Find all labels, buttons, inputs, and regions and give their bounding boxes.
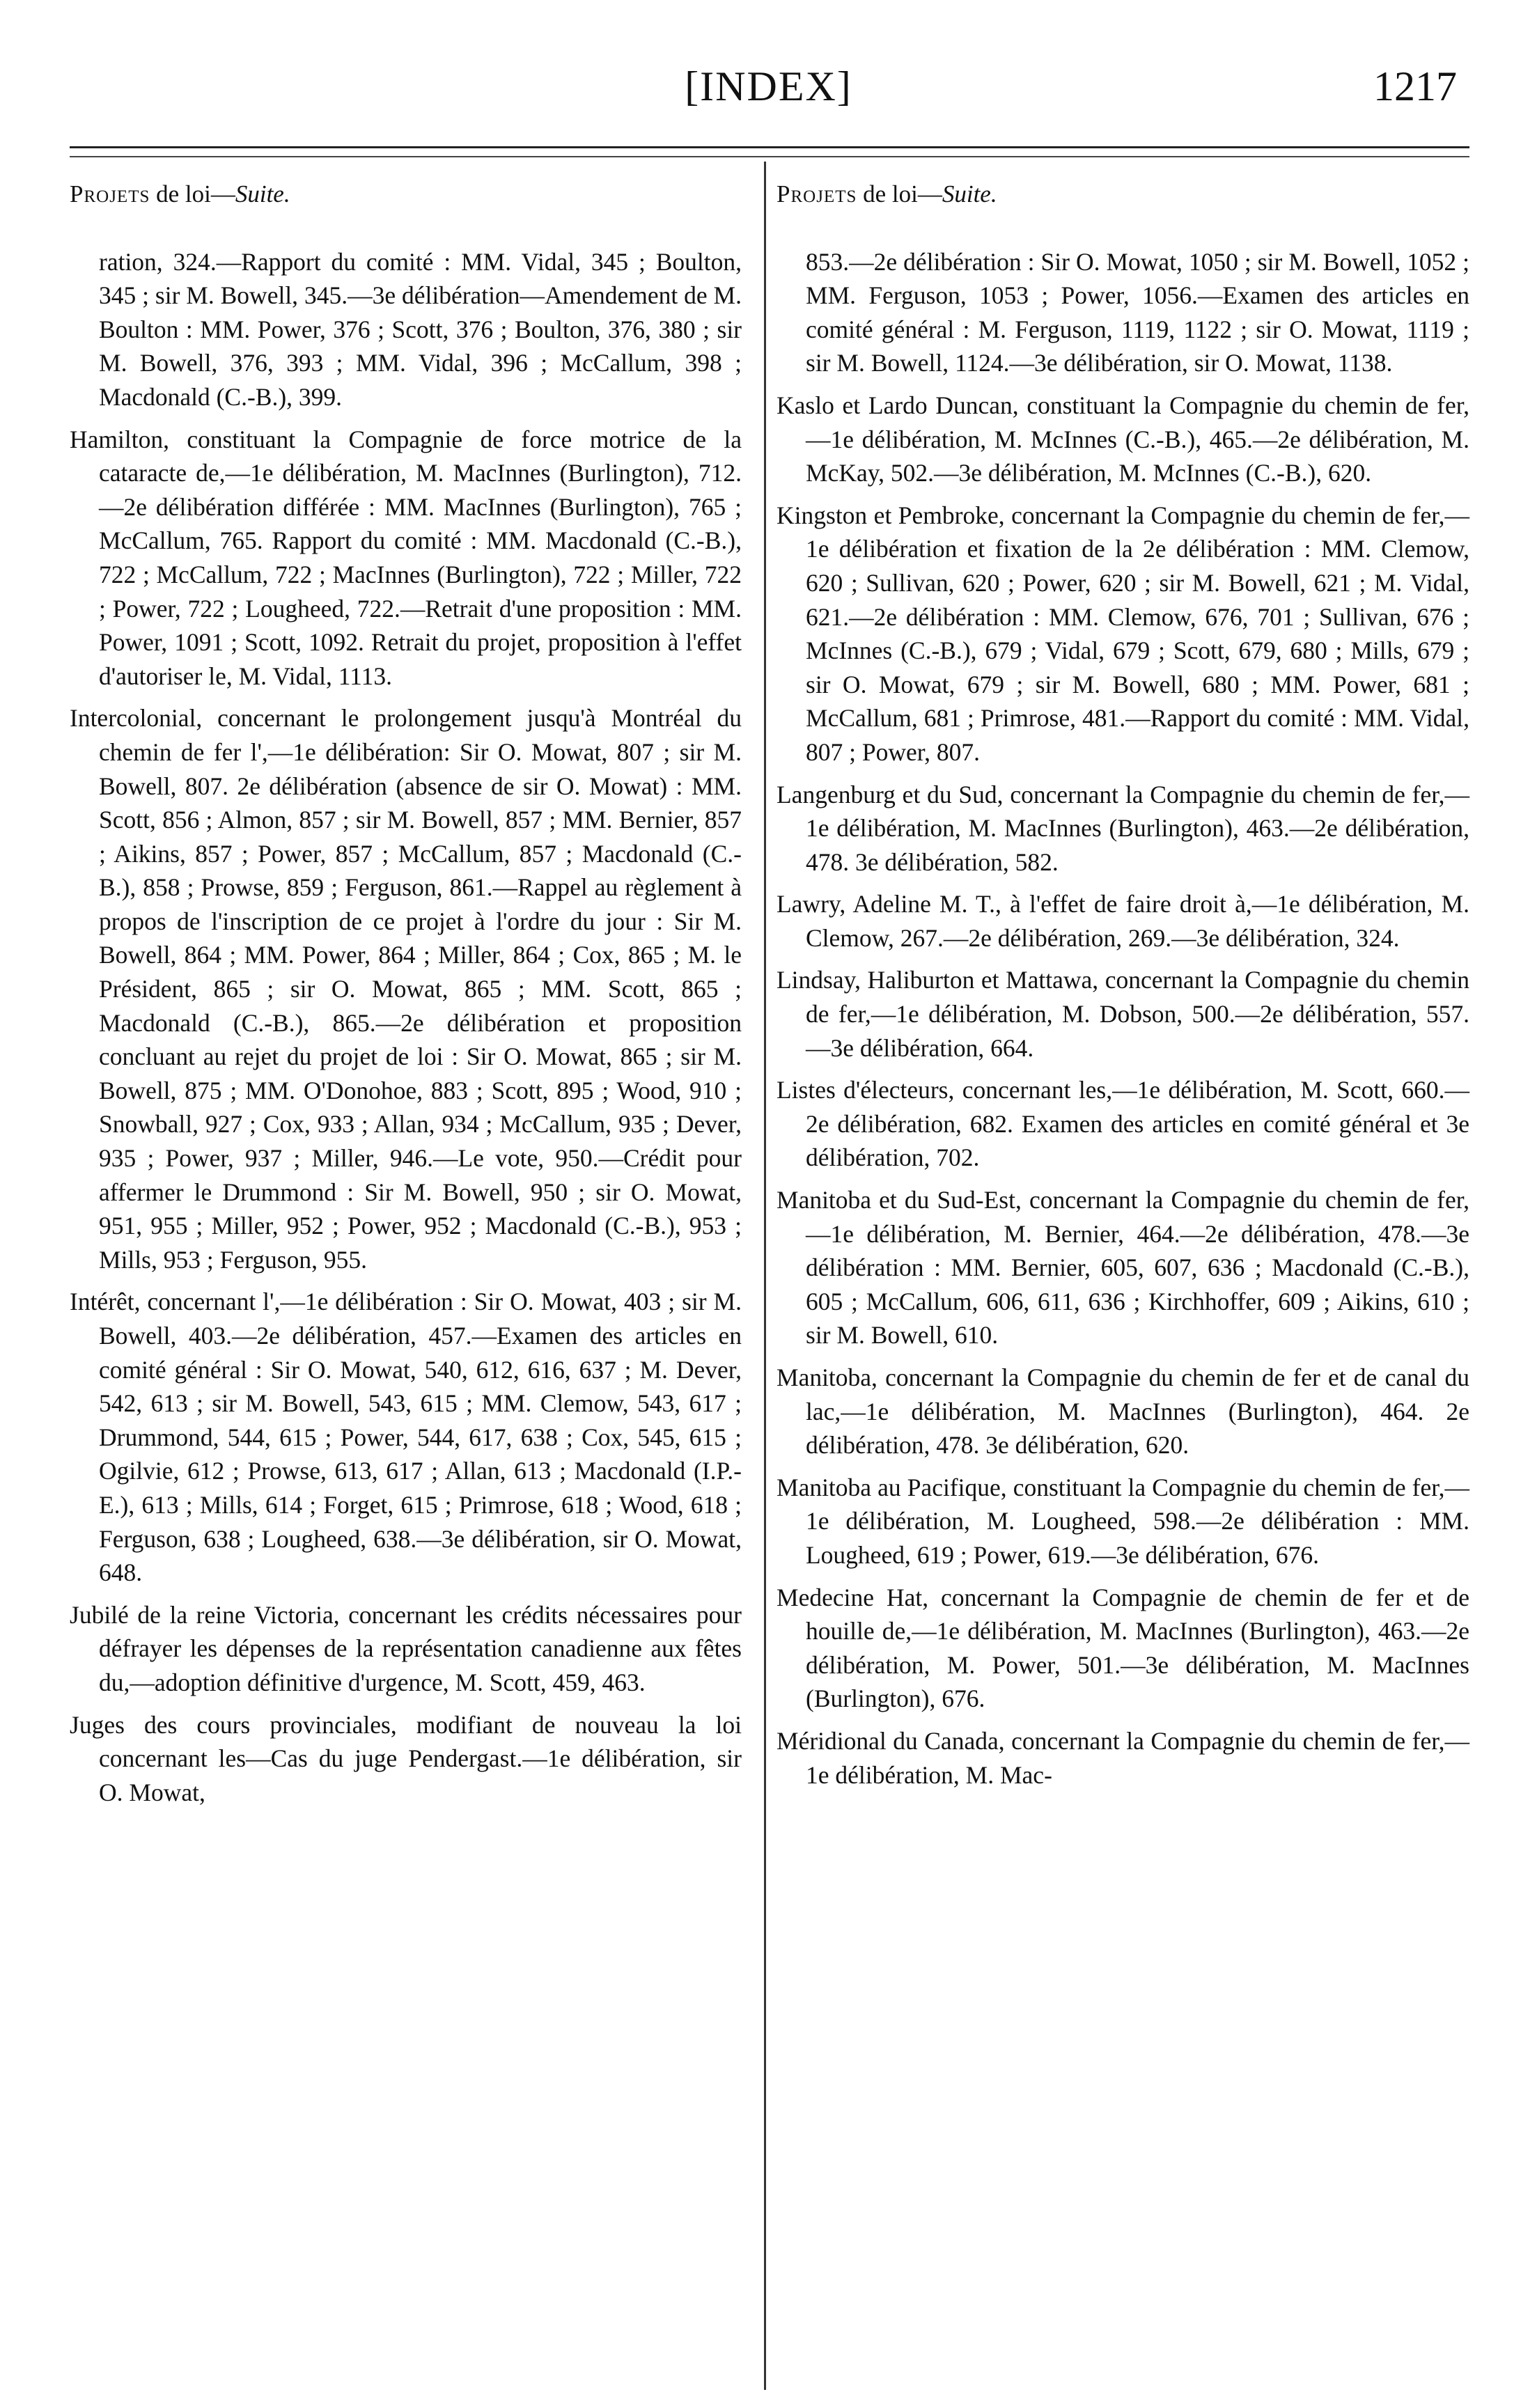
index-entry: Intérêt, concernant l',—1e délibération : Sir O. Mowat, 403 ; sir M. Bowell, 403.—2e délibération, 457.—Examen des articles en comité général : Sir O. Mowat, 540, 612, 616, 637 ; M. Dever, 542, 613 ; sir M. Bowell, 543, 615 ; MM. Clemow, 543, 617 ; Drummond, 544, 615 ; Power, 544, 617, 638 ; Cox, 545, 615 ; Ogilvie, 612 ; Prowse, 613, 617 ; Allan, 613 ; Macdonald (I.P.-E.), 613 ; Mills, 614 ; Forget, 615 ; Primrose, 618 ; Wood, 618 ; Ferguson, 638 ; Lougheed, 638.—3e délibération, sir O. Mowat, 648. <box>70 1288 742 1587</box>
right-column-heading <box>777 178 1469 212</box>
header-rule <box>70 146 1469 148</box>
index-entry: Lawry, Adeline M. T., à l'effet de faire droit à,—1e délibération, M. Clemow, 267.—2e délibération, 269.—3e délibération, 324. <box>777 890 1469 952</box>
left-heading-suffix: Suite. <box>235 180 290 208</box>
left-column-heading <box>70 178 742 212</box>
index-entry: Kingston et Pembroke, concernant la Compagnie du chemin de fer,—1e délibération et fixation de la 2e délibération : MM. Clemow, 620 ; Sullivan, 620 ; Power, 620 ; sir M. Bowell, 621 ; M. Vidal, 621.—2e délibération : MM. Clemow, 676, 701 ; Sullivan, 676 ; McInnes (C.-B.), 679 ; Vidal, 679 ; Scott, 679, 680 ; Mills, 679 ; sir O. Mowat, 679 ; sir M. Bowell, 680 ; MM. Power, 681 ; McCallum, 681 ; Primrose, 481.—Rapport du comité : MM. Vidal, 807 ; Power, 807. <box>777 501 1469 766</box>
right-heading-prefix: Projets <box>777 180 857 208</box>
index-entry: Medecine Hat, concernant la Compagnie de chemin de fer et de houille de,—1e délibération, M. MacInnes (Burlington), 463.—2e délibération, M. Power, 501.—3e délibération, M. MacInnes (Burlington), 676. <box>777 1583 1469 1713</box>
index-entry: Kaslo et Lardo Duncan, constituant la Compagnie du chemin de fer,—1e délibération, M. McInnes (C.-B.), 465.—2e délibération, M. McKay, 502.—3e délibération, M. McInnes (C.-B.), 620. <box>777 391 1469 487</box>
index-entry: Manitoba, concernant la Compagnie du chemin de fer et de canal du lac,—1e délibération, M. MacInnes (Burlington), 464. 2e délibération, 478. 3e délibération, 620. <box>777 1363 1469 1460</box>
left-heading-prefix: Projets <box>70 180 150 208</box>
right-heading-suffix: Suite. <box>942 180 997 208</box>
column-divider <box>764 162 766 2390</box>
index-entry: Lindsay, Haliburton et Mattawa, concernant la Compagnie du chemin de fer,—1e délibération, M. Dobson, 500.—2e délibération, 557.—3e délibération, 664. <box>777 966 1469 1062</box>
index-entry: Hamilton, constituant la Compagnie de force motrice de la cataracte de,—1e délibération, M. MacInnes (Burlington), 712.—2e délibération différée : MM. MacInnes (Burlington), 765 ; McCallum, 765. Rapport du comité : MM. Macdonald (C.-B.), 722 ; McCallum, 722 ; MacInnes (Burlington), 722 ; Miller, 722 ; Power, 722 ; Lougheed, 722.—Retrait d'une proposition : MM. Power, 1091 ; Scott, 1092. Retrait du projet, proposition à l'effet d'autoriser le, M. Vidal, 1113. <box>70 425 742 690</box>
right-column <box>777 178 1469 1792</box>
index-entry: Listes d'électeurs, concernant les,—1e délibération, M. Scott, 660.—2e délibération, 682. Examen des articles en comité général et 3e délibération, 702. <box>777 1076 1469 1172</box>
page-header <box>0 49 1537 125</box>
right-heading-mid: de loi— <box>857 180 942 208</box>
index-entry: ration, 324.—Rapport du comité : MM. Vidal, 345 ; Boulton, 345 ; sir M. Bowell, 345.—3e délibération—Amendement de M. Boulton : MM. Power, 376 ; Scott, 376 ; Boulton, 376, 380 ; sir M. Bowell, 376, 393 ; MM. Vidal, 396 ; McCallum, 398 ; Macdonald (C.-B.), 399. <box>99 247 742 411</box>
header-rule-secondary <box>70 156 1469 157</box>
page-title: [INDEX] <box>685 63 852 109</box>
left-column <box>70 178 742 1809</box>
index-entry: Jubilé de la reine Victoria, concernant les crédits nécessaires pour défrayer les dépenses de la représentation canadienne aux fêtes du,—adoption définitive d'urgence, M. Scott, 459, 463. <box>70 1600 742 1696</box>
index-entry: Méridional du Canada, concernant la Compagnie du chemin de fer,—1e délibération, M. Mac- <box>777 1726 1469 1789</box>
index-entry: Intercolonial, concernant le prolongement jusqu'à Montréal du chemin de fer l',—1e délibération: Sir O. Mowat, 807 ; sir M. Bowell, 807. 2e délibération (absence de sir O. Mowat) : MM. Scott, 856 ; Almon, 857 ; sir M. Bowell, 857 ; MM. Bernier, 857 ; Aikins, 857 ; Power, 857 ; McCallum, 857 ; Macdonald (C.-B.), 858 ; Prowse, 859 ; Ferguson, 861.—Rappel au règlement à propos de l'inscription de ce projet à l'ordre du jour : Sir M. Bowell, 864 ; MM. Power, 864 ; Miller, 864 ; Cox, 865 ; M. le Président, 865 ; sir O. Mowat, 865 ; MM. Scott, 865 ; Macdonald (C.-B.), 865.—2e délibération et proposition concluant au rejet du projet de loi : Sir O. Mowat, 865 ; sir M. Bowell, 875 ; MM. O'Donohoe, 883 ; Scott, 895 ; Wood, 910 ; Snowball, 927 ; Cox, 933 ; Allan, 934 ; McCallum, 935 ; Dever, 935 ; Power, 937 ; Miller, 946.—Le vote, 950.—Crédit pour affermer le Drummond : Sir M. Bowell, 950 ; sir O. Mowat, 951, 955 ; Miller, 952 ; Power, 952 ; Macdonald (C.-B.), 953 ; Mills, 953 ; Ferguson, 955. <box>70 704 742 1274</box>
index-entry: 853.—2e délibération : Sir O. Mowat, 1050 ; sir M. Bowell, 1052 ; MM. Ferguson, 1053 ; Power, 1056.—Examen des articles en comité général : M. Ferguson, 1119, 1122 ; sir O. Mowat, 1119 ; sir M. Bowell, 1124.—3e délibération, sir O. Mowat, 1138. <box>806 247 1469 377</box>
left-heading-mid: de loi— <box>150 180 235 208</box>
index-entry: Juges des cours provinciales, modifiant de nouveau la loi concernant les—Cas du juge Pendergast.—1e délibération, sir O. Mowat, <box>70 1710 742 1806</box>
page-number: 1217 <box>1373 63 1457 109</box>
index-entry: Langenburg et du Sud, concernant la Compagnie du chemin de fer,—1e délibération, M. MacInnes (Burlington), 463.—2e délibération, 478. 3e délibération, 582. <box>777 780 1469 876</box>
index-entry: Manitoba et du Sud-Est, concernant la Compagnie du chemin de fer,—1e délibération, M. Bernier, 464.—2e délibération, 478.—3e délibération : MM. Bernier, 605, 607, 636 ; Macdonald (C.-B.), 605 ; McCallum, 606, 611, 636 ; Kirchhoffer, 609 ; Aikins, 610 ; sir M. Bowell, 610. <box>777 1186 1469 1350</box>
index-entry: Manitoba au Pacifique, constituant la Compagnie du chemin de fer,—1e délibération, M. Lougheed, 598.—2e délibération : MM. Lougheed, 619 ; Power, 619.—3e délibération, 676. <box>777 1473 1469 1569</box>
